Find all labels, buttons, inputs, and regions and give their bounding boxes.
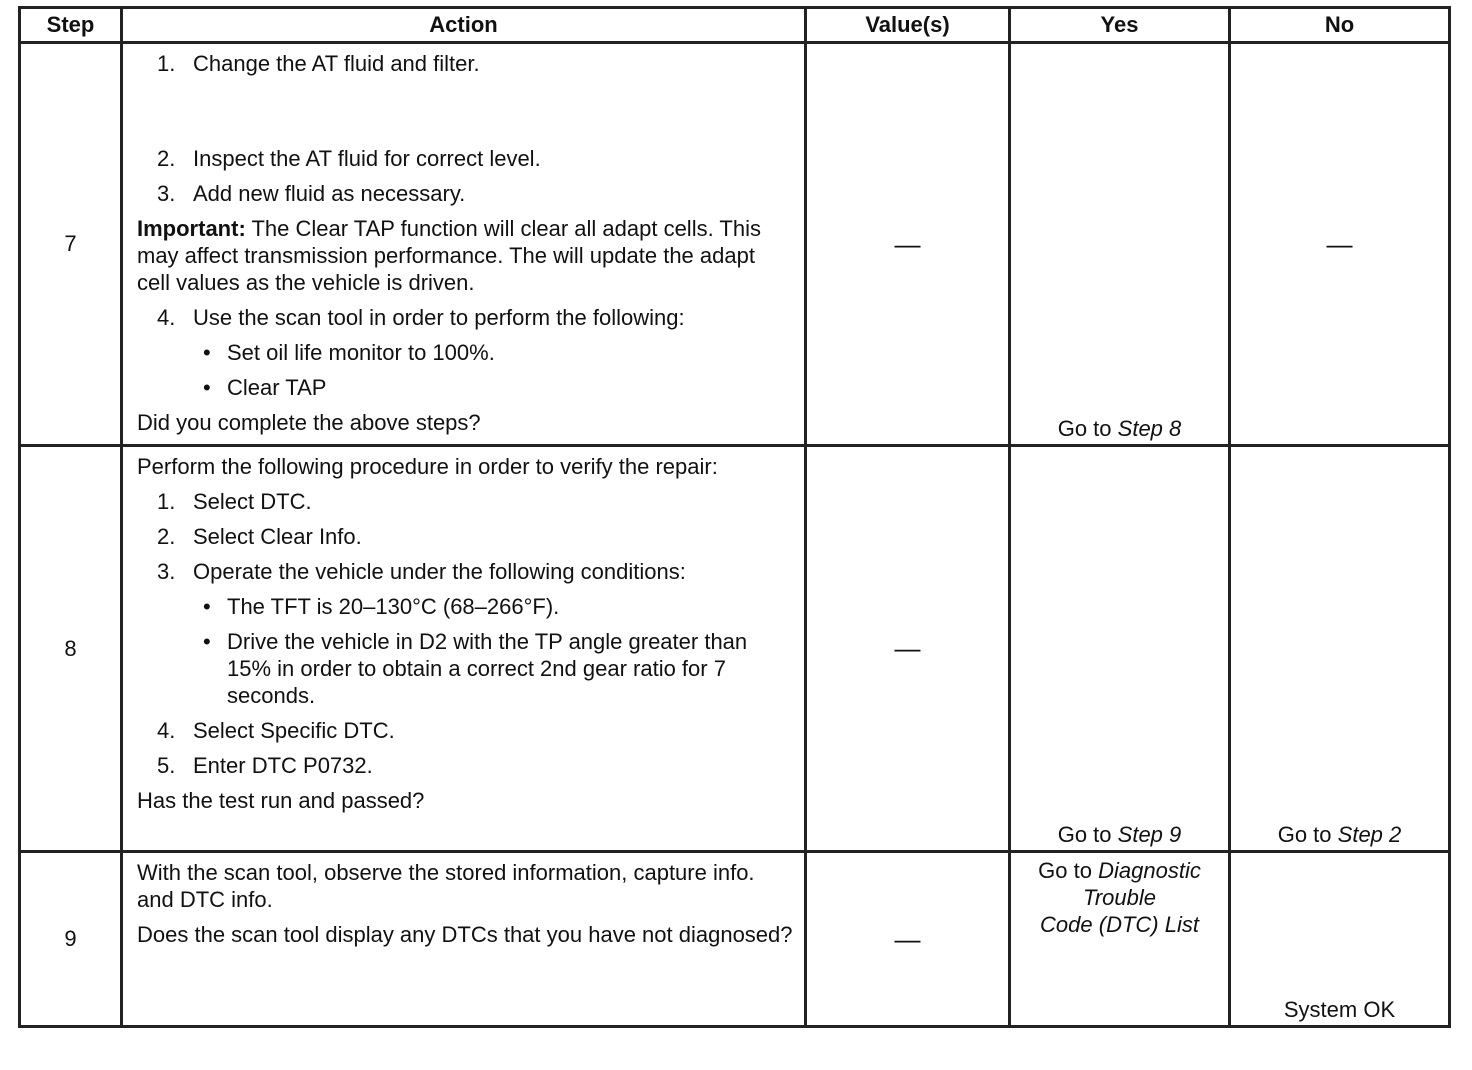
header-values: Value(s)	[806, 8, 1010, 43]
list-item: 5. Enter DTC P0732.	[157, 753, 373, 778]
list-item: 3. Operate the vehicle under the following conditions:	[157, 559, 686, 584]
no-cell: —	[1230, 43, 1450, 446]
question: Did you complete the above steps?	[137, 410, 481, 435]
action-cell	[122, 446, 806, 852]
step-number: 8	[20, 446, 122, 852]
header-step: Step	[20, 8, 122, 43]
question: Has the test run and passed?	[137, 788, 425, 813]
list-item: 2. Inspect the AT fluid for correct level.	[157, 146, 541, 171]
question: Does the scan tool display any DTCs that you have not diagnosed?	[137, 922, 793, 947]
no-cell	[1230, 446, 1450, 852]
important-note: Important: The Clear TAP function will clear all adapt cells. This may affect transmission performance. The will update the adapt cell values as the vehicle is driven.	[137, 216, 761, 295]
list-item: 1. Select DTC.	[157, 489, 312, 514]
action-cell	[122, 43, 806, 446]
list-item: 4. Use the scan tool in order to perform the following:	[157, 305, 685, 330]
bullet-item: • Set oil life monitor to 100%.	[203, 340, 495, 365]
list-item: 4. Select Specific DTC.	[157, 718, 395, 743]
list-item: 2. Select Clear Info.	[157, 524, 362, 549]
yes-goto: Go to Step 8	[1057, 416, 1182, 441]
header-yes: Yes	[1010, 8, 1230, 43]
bullet-item: • Drive the vehicle in D2 with the TP angle greater than 15% in order to obtain a correct 2nd gear ratio for 7 seconds.	[203, 629, 748, 708]
intro-text: Perform the following procedure in order to verify the repair:	[137, 454, 718, 479]
instruction-text: With the scan tool, observe the stored information, capture info. and DTC info.	[137, 860, 755, 912]
step-number: 9	[20, 852, 122, 1027]
list-item: 3. Add new fluid as necessary.	[157, 181, 466, 206]
table-row-step-8	[20, 446, 1450, 852]
table-row-step-9	[20, 852, 1450, 1027]
yes-cell	[1010, 446, 1230, 852]
header-no: No	[1230, 8, 1450, 43]
no-result: System OK	[1283, 997, 1396, 1022]
value-cell: —	[806, 43, 1010, 446]
bullet-item: • The TFT is 20–130°C (68–266°F).	[203, 594, 560, 619]
diagnostic-table	[18, 6, 1451, 1028]
value-cell: —	[806, 446, 1010, 852]
bullet-item: • Clear TAP	[203, 375, 327, 400]
table-row-step-7	[20, 43, 1450, 446]
no-cell	[1230, 852, 1450, 1027]
value-cell: —	[806, 852, 1010, 1027]
yes-cell	[1010, 43, 1230, 446]
header-row	[20, 8, 1450, 43]
list-item: 1. Change the AT fluid and filter.	[157, 51, 480, 76]
action-cell	[122, 852, 806, 1027]
header-action: Action	[122, 8, 806, 43]
step-number: 7	[20, 43, 122, 446]
yes-goto: Go to Step 9	[1057, 822, 1182, 847]
yes-goto: Go to Diagnostic Trouble Code (DTC) List	[1038, 858, 1201, 937]
no-goto: Go to Step 2	[1277, 822, 1402, 847]
yes-cell	[1010, 852, 1230, 1027]
